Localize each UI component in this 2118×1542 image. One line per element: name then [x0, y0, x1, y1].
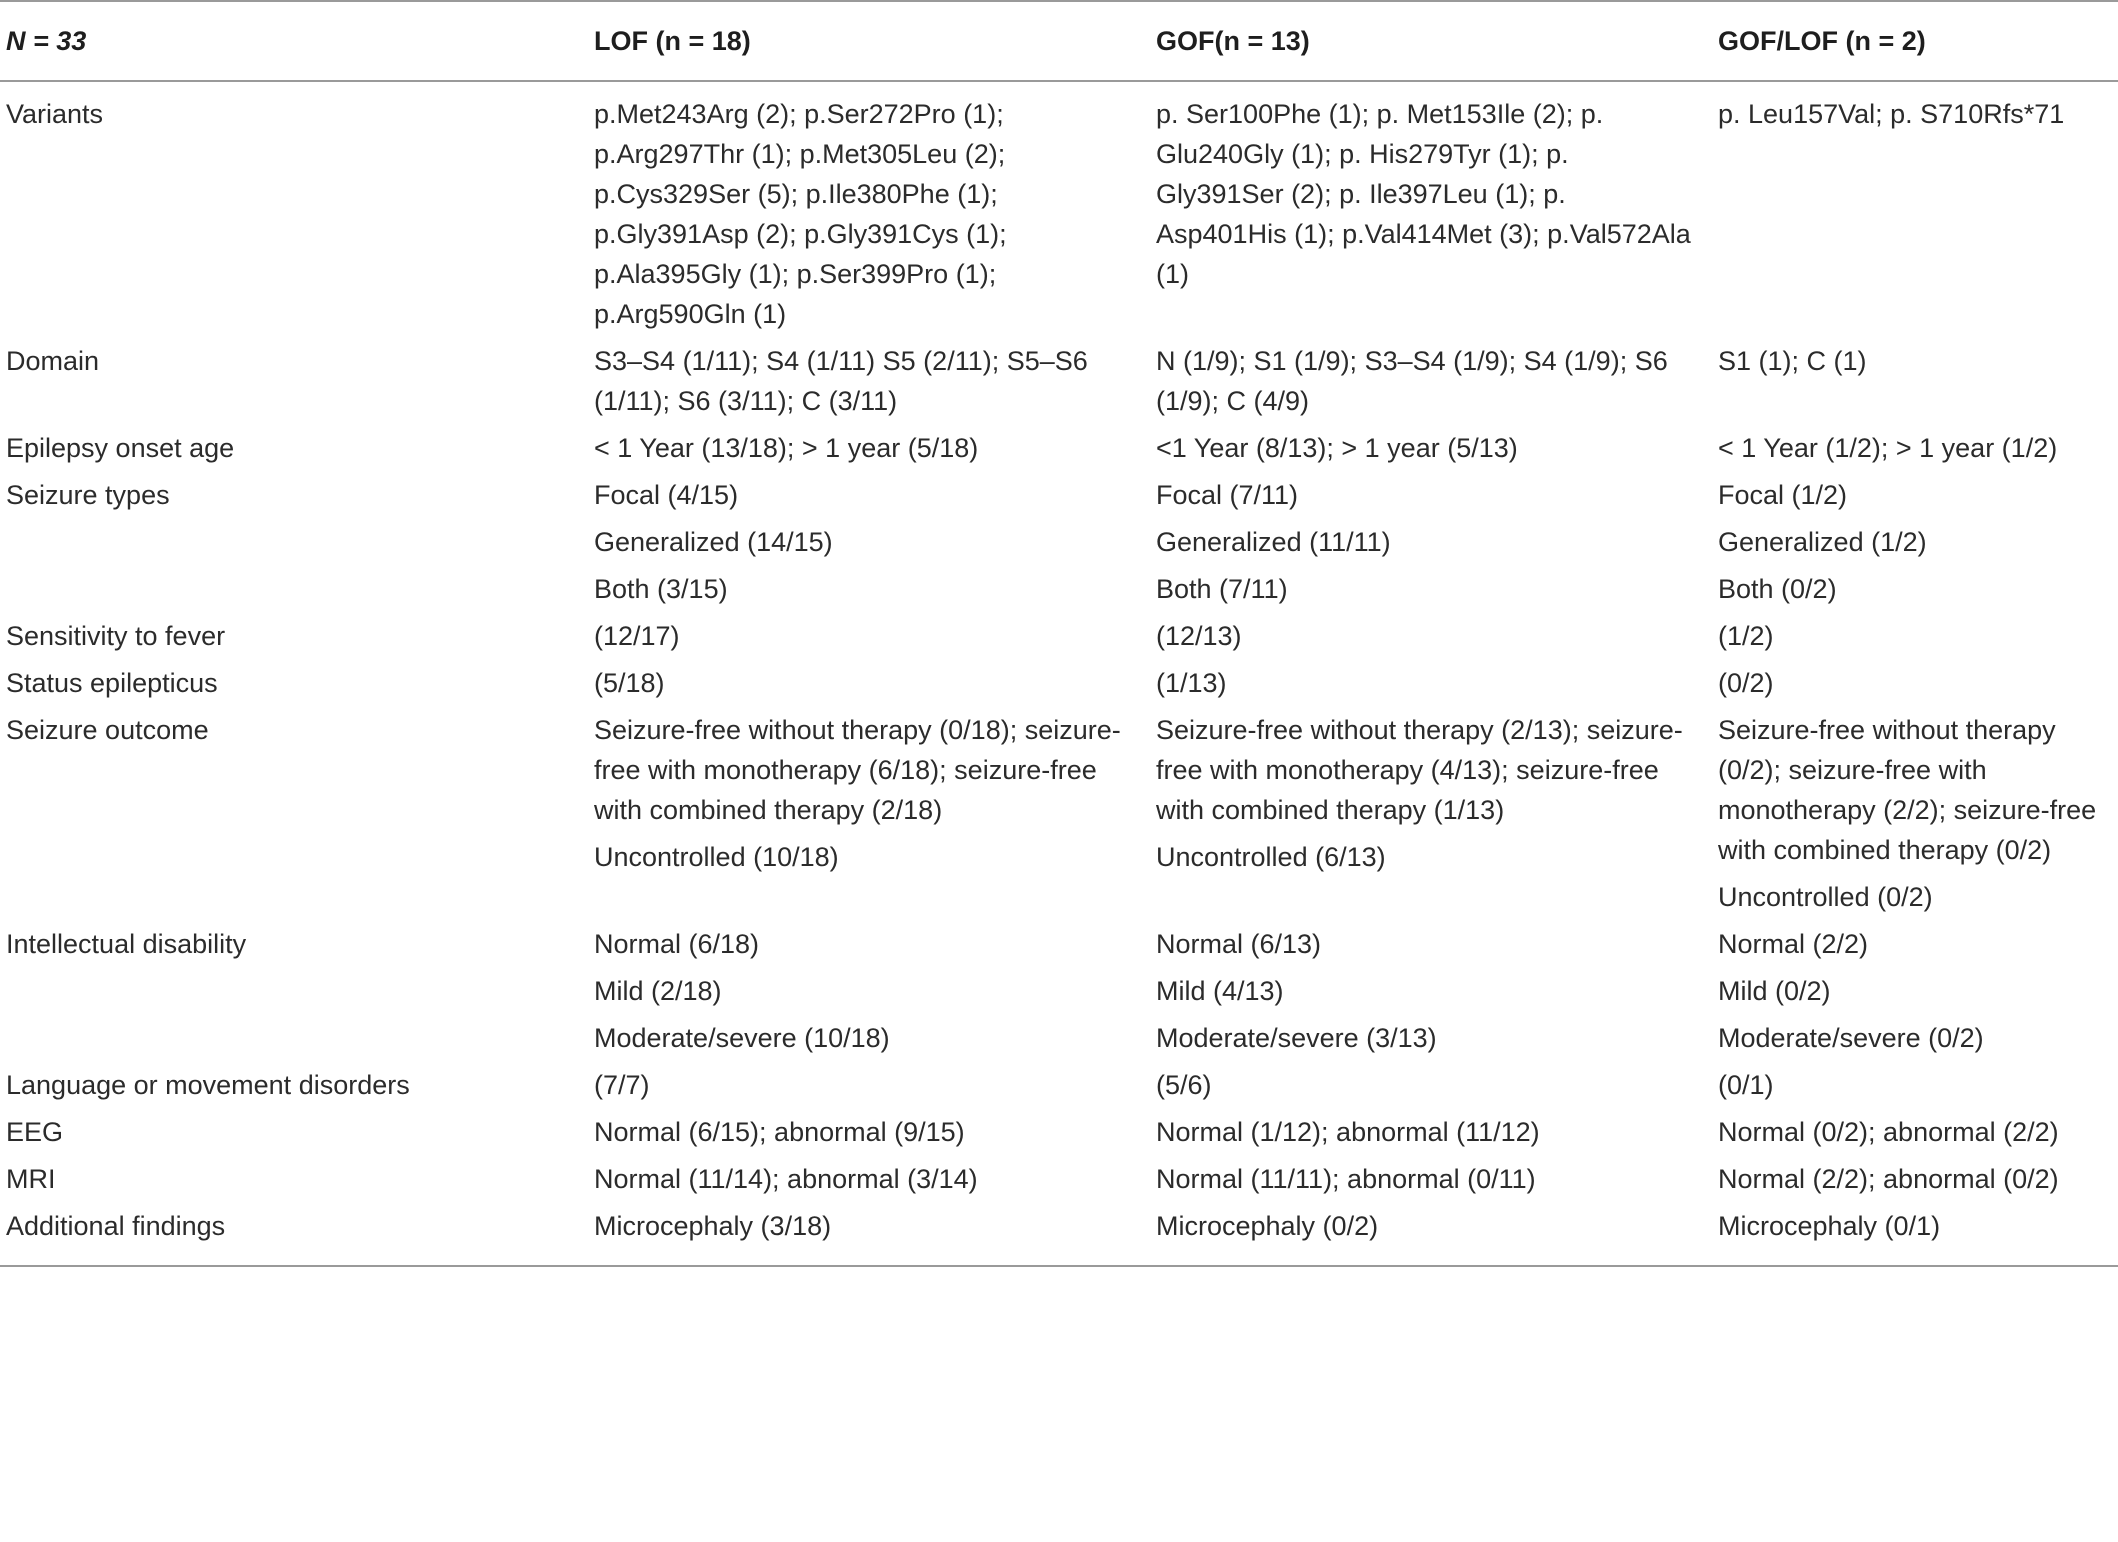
gof-cell: [1150, 924, 1712, 1058]
lof-cell: [588, 94, 1150, 334]
cell-line: p. Ser100Phe (1); p. Met153Ile (2); p. Glu240Gly (1); p. His279Tyr (1); p. Gly391Ser (2); p. Ile397Leu (1); p. Asp401His (1); p.Val414Met (3); p.Val572Ala (1): [1156, 99, 1691, 289]
row-label: Epilepsy onset age: [6, 433, 235, 463]
table-row: [0, 1159, 2118, 1199]
cell-line: Both (0/2): [1718, 574, 1837, 604]
header-n-total: [0, 21, 588, 61]
header-gof-lof: GOF/LOF (n = 2): [1718, 26, 1926, 56]
cell-line: (0/1): [1718, 1070, 1774, 1100]
header-lof: LOF (n = 18): [594, 26, 751, 56]
row-label: Seizure outcome: [6, 715, 209, 745]
table-row: [0, 341, 2118, 421]
gof-lof-cell: [1712, 428, 2118, 468]
cell-line: S3–S4 (1/11); S4 (1/11) S5 (2/11); S5–S6 (1/11); S6 (3/11); C (3/11): [594, 346, 1088, 416]
cell-line: Microcephaly (0/1): [1718, 1211, 1941, 1241]
cell-line: Normal (0/2); abnormal (2/2): [1718, 1117, 2059, 1147]
gof-cell: [1150, 341, 1712, 421]
cell-line: (1/2): [1718, 621, 1774, 651]
cell-line: < 1 Year (1/2); > 1 year (1/2): [1718, 433, 2058, 463]
cell-line: (7/7): [594, 1070, 650, 1100]
cell-line: (1/13): [1156, 668, 1227, 698]
row-label: Variants: [6, 99, 104, 129]
lof-cell: [588, 1159, 1150, 1199]
cell-line: Normal (6/13): [1156, 929, 1322, 959]
gof-lof-cell: [1712, 475, 2118, 609]
gof-lof-cell: [1712, 1206, 2118, 1246]
gof-cell: [1150, 428, 1712, 468]
cell-line: S1 (1); C (1): [1718, 346, 1867, 376]
cell-line: (12/17): [594, 621, 680, 651]
cell-line: Mild (0/2): [1718, 976, 1831, 1006]
table-row: [0, 616, 2118, 656]
cell-line: Focal (1/2): [1718, 480, 1848, 510]
cell-line: (5/18): [594, 668, 665, 698]
table-row: [0, 94, 2118, 334]
gof-cell: [1150, 710, 1712, 877]
header-gof: GOF(n = 13): [1156, 26, 1310, 56]
table-row: [0, 1206, 2118, 1246]
cell-line: Generalized (11/11): [1156, 527, 1391, 557]
cell-line: Uncontrolled (6/13): [1156, 842, 1386, 872]
cell-line: Seizure-free without therapy (0/18); seizure-free with monotherapy (6/18); seizure-free with combined therapy (2/18): [594, 715, 1121, 825]
cell-line: Normal (11/11); abnormal (0/11): [1156, 1164, 1536, 1194]
gof-cell: [1150, 94, 1712, 294]
cell-line: Normal (6/18): [594, 929, 760, 959]
gof-lof-cell: [1712, 616, 2118, 656]
gof-cell: [1150, 1112, 1712, 1152]
cell-line: Uncontrolled (10/18): [594, 842, 839, 872]
cell-line: Normal (2/2): [1718, 929, 1869, 959]
row-label: Status epilepticus: [6, 668, 218, 698]
table-row: [0, 1065, 2118, 1105]
lof-cell: [588, 428, 1150, 468]
cell-line: Microcephaly (0/2): [1156, 1211, 1379, 1241]
gof-cell: [1150, 1159, 1712, 1199]
row-label: MRI: [6, 1164, 56, 1194]
cell-line: N (1/9); S1 (1/9); S3–S4 (1/9); S4 (1/9); S6 (1/9); C (4/9): [1156, 346, 1668, 416]
cell-line: Mild (4/13): [1156, 976, 1284, 1006]
cell-line: < 1 Year (13/18); > 1 year (5/18): [594, 433, 979, 463]
gof-lof-cell: [1712, 924, 2118, 1058]
row-label: Additional findings: [6, 1211, 226, 1241]
cell-line: (5/6): [1156, 1070, 1212, 1100]
row-label: Seizure types: [6, 480, 170, 510]
cell-line: Generalized (14/15): [594, 527, 833, 557]
cell-line: Moderate/severe (0/2): [1718, 1023, 1984, 1053]
gof-cell: [1150, 616, 1712, 656]
lof-cell: [588, 1065, 1150, 1105]
gof-cell: [1150, 1065, 1712, 1105]
cell-line: Microcephaly (3/18): [594, 1211, 832, 1241]
gof-lof-cell: [1712, 94, 2118, 134]
lof-cell: [588, 663, 1150, 703]
cell-line: <1 Year (8/13); > 1 year (5/13): [1156, 433, 1518, 463]
cell-line: (0/2): [1718, 668, 1774, 698]
gof-cell: [1150, 1206, 1712, 1246]
header-n-total-text: N = 33: [6, 26, 87, 56]
lof-cell: [588, 1112, 1150, 1152]
cell-line: Mild (2/18): [594, 976, 722, 1006]
row-label: Language or movement disorders: [6, 1070, 410, 1100]
cell-line: Normal (11/14); abnormal (3/14): [594, 1164, 978, 1194]
table-row: [0, 924, 2118, 1058]
table-row: [0, 475, 2118, 609]
lof-cell: [588, 475, 1150, 609]
cell-line: Focal (7/11): [1156, 480, 1299, 510]
lof-cell: [588, 341, 1150, 421]
cell-line: (12/13): [1156, 621, 1242, 651]
cell-line: p. Leu157Val; p. S710Rfs*71: [1718, 99, 2065, 129]
lof-cell: [588, 1206, 1150, 1246]
lof-cell: [588, 710, 1150, 877]
gof-lof-cell: [1712, 1065, 2118, 1105]
table-row: [0, 710, 2118, 917]
cell-line: Focal (4/15): [594, 480, 739, 510]
gof-lof-cell: [1712, 1112, 2118, 1152]
table-row: [0, 428, 2118, 468]
lof-cell: [588, 616, 1150, 656]
cell-line: Uncontrolled (0/2): [1718, 882, 1933, 912]
cell-line: Normal (1/12); abnormal (11/12): [1156, 1117, 1540, 1147]
table-row: [0, 663, 2118, 703]
cell-line: Moderate/severe (10/18): [594, 1023, 890, 1053]
row-label: Intellectual disability: [6, 929, 247, 959]
cell-line: p.Met243Arg (2); p.Ser272Pro (1); p.Arg297Thr (1); p.Met305Leu (2); p.Cys329Ser (5); p.Ile380Phe (1); p.Gly391Asp (2); p.Gly391Cys (1); p.Ala395Gly (1); p.Ser399Pro (1); p.Arg590Gln (1): [594, 99, 1007, 329]
gof-lof-cell: [1712, 341, 2118, 381]
row-label: Sensitivity to fever: [6, 621, 226, 651]
cell-line: Generalized (1/2): [1718, 527, 1927, 557]
gof-cell: [1150, 663, 1712, 703]
table-header-row: [0, 2, 2118, 82]
gof-lof-cell: [1712, 1159, 2118, 1199]
cell-line: Normal (2/2); abnormal (0/2): [1718, 1164, 2059, 1194]
row-label: Domain: [6, 346, 100, 376]
table-body: [0, 82, 2118, 1265]
cell-line: Both (3/15): [594, 574, 728, 604]
gof-lof-cell: [1712, 710, 2118, 917]
cell-line: Normal (6/15); abnormal (9/15): [594, 1117, 965, 1147]
gof-cell: [1150, 475, 1712, 609]
lof-cell: [588, 924, 1150, 1058]
row-label: EEG: [6, 1117, 64, 1147]
cell-line: Seizure-free without therapy (2/13); seizure-free with monotherapy (4/13); seizure-free with combined therapy (1/13): [1156, 715, 1683, 825]
gof-lof-cell: [1712, 663, 2118, 703]
cell-line: Moderate/severe (3/13): [1156, 1023, 1437, 1053]
table-row: [0, 1112, 2118, 1152]
cell-line: Seizure-free without therapy (0/2); seizure-free with monotherapy (2/2); seizure-free with combined therapy (0/2): [1718, 715, 2097, 865]
cell-line: Both (7/11): [1156, 574, 1288, 604]
